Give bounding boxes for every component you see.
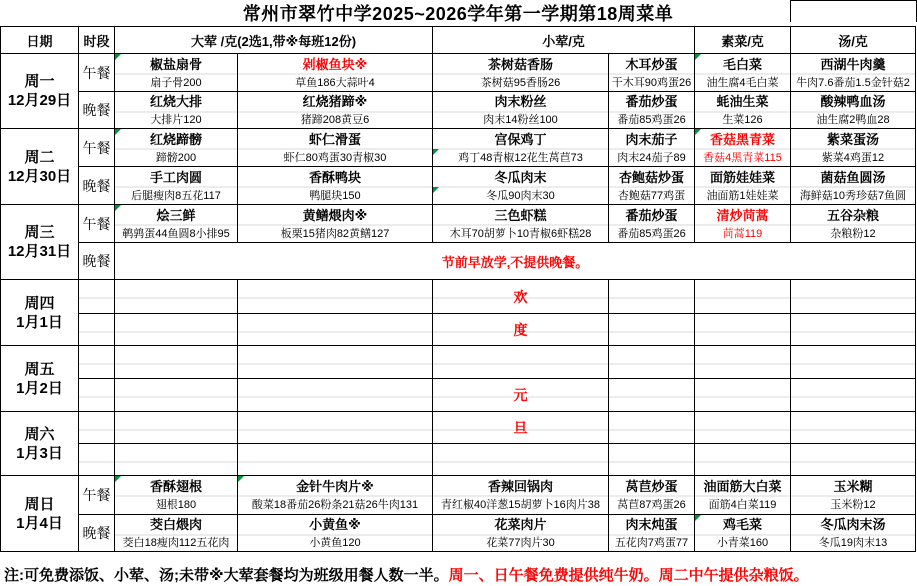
dish-ingredients: 番茄85鸡蛋26 [617, 114, 686, 126]
day-date: 1月1日 [16, 313, 63, 331]
dish-ingredients: 虾仁80鸡蛋30青椒30 [283, 151, 387, 164]
cell-mon-dinner-big1 [115, 92, 238, 129]
cell-mon-dinner-veg [695, 92, 791, 129]
cell-sun-lunch-small1 [433, 476, 609, 515]
period-cell-empty [79, 346, 115, 379]
dish-ingredients: 鸭腿块150 [309, 189, 361, 202]
footer-note [0, 564, 917, 585]
dish-name: 黄鳝煨肉※ [302, 207, 368, 223]
dish-name: 红烧蹄髈 [149, 131, 202, 147]
dish-ingredients: 干木耳90鸡蛋26 [611, 76, 692, 89]
dish-ingredients: 冬瓜90肉末30 [486, 189, 555, 202]
dish-ingredients: 杂粮粉12 [830, 227, 876, 240]
empty-cell [238, 280, 433, 314]
cell-mon-lunch-big2 [238, 54, 433, 92]
period-cell: 午餐 [79, 476, 115, 515]
page-title: 常州市翠竹中学2025~2026学年第一学期第18周菜单 [242, 4, 674, 24]
cell-tue-dinner-small2 [609, 167, 695, 205]
cell-tue-dinner-soup [791, 167, 916, 205]
empty-cell [695, 444, 791, 476]
dish-ingredients: 杏鲍菇77鸡蛋 [617, 189, 686, 202]
holiday-char-2: 度 [433, 314, 609, 346]
period-cell-empty [79, 444, 115, 476]
empty-cell [791, 444, 916, 476]
empty-cell [115, 444, 238, 476]
dish-ingredients: 番茄85鸡蛋26 [617, 227, 686, 240]
day-label: 周一 [24, 73, 55, 90]
dish-ingredients: 大排片120 [150, 114, 202, 126]
day-label: 周五 [24, 360, 55, 378]
period-cell: 晚餐 [79, 92, 115, 129]
dish-ingredients: 扇子骨200 [150, 76, 202, 89]
dish-name: 三色虾糕 [494, 207, 547, 223]
dish-name: 肉末粉丝 [494, 94, 547, 109]
cell-tue-lunch-soup [791, 129, 916, 167]
cell-sun-dinner-small1 [433, 515, 609, 552]
empty-cell [433, 444, 609, 476]
header-vegetable: 素菜/克 [695, 27, 791, 54]
dish-name: 茶树菇香肠 [487, 56, 553, 72]
day-date: 1月3日 [16, 444, 63, 462]
dish-name: 虾仁滑蛋 [308, 131, 361, 147]
dish-ingredients: 冬瓜19肉末13 [818, 537, 888, 549]
dish-name: 莴苣炒蛋 [625, 479, 678, 494]
cell-mon-lunch-small2 [609, 54, 695, 92]
dish-name: 椒盐扇骨 [149, 56, 202, 72]
cell-wed-lunch-small2 [609, 205, 695, 243]
cell-sun-dinner-big1 [115, 515, 238, 552]
day-label: 周二 [24, 148, 55, 166]
cell-sun-lunch-soup [791, 476, 916, 515]
empty-cell [238, 346, 433, 379]
day-label: 周六 [24, 425, 55, 443]
dish-name: 香菇黑青菜 [709, 131, 775, 147]
cell-sun-lunch-big1 [115, 476, 238, 515]
dish-ingredients: 紫菜4鸡蛋12 [821, 151, 885, 164]
cell-wed-lunch-small1 [433, 205, 609, 243]
dish-name: 宫保鸡丁 [494, 131, 547, 147]
dish-name: 茭白煨肉 [149, 517, 202, 532]
date-cell-fri [1, 346, 79, 412]
dish-ingredients: 蹄髈200 [155, 151, 197, 164]
day-date: 12月29日 [7, 92, 72, 109]
header-soup: 汤/克 [791, 27, 916, 54]
day-date: 1月4日 [16, 514, 63, 532]
dish-ingredients: 海鲜菇10秀珍菇7鱼圆 [799, 189, 907, 202]
dish-name: 肉末炖蛋 [625, 517, 678, 532]
dish-name: 蚝油生菜 [716, 94, 769, 109]
dish-ingredients: 面筋4白菜119 [708, 499, 777, 511]
period-cell: 晚餐 [79, 167, 115, 205]
cell-tue-lunch-big2 [238, 129, 433, 167]
empty-cell [238, 379, 433, 412]
dish-ingredients: 油面筋1娃娃菜 [706, 189, 779, 202]
dish-name: 剁椒鱼块※ [302, 56, 368, 72]
period-cell-empty [79, 314, 115, 346]
cell-mon-dinner-small2 [609, 92, 695, 129]
dish-name: 冬瓜肉末 [494, 169, 547, 185]
dish-ingredients: 玉米粉12 [830, 499, 876, 511]
dish-name: 红烧大排 [149, 94, 202, 109]
day-date: 1月2日 [16, 379, 63, 397]
period-cell-empty [79, 379, 115, 412]
empty-cell [609, 314, 695, 346]
day-label: 周三 [24, 224, 55, 241]
empty-cell [238, 444, 433, 476]
wed-dinner-notice: 节前早放学,不提供晚餐。 [115, 243, 916, 280]
dish-name: 五谷杂粮 [826, 207, 879, 223]
cell-sun-lunch-veg [695, 476, 791, 515]
dish-name: 肉末茄子 [625, 131, 678, 147]
dish-ingredients: 茶树菇95香肠26 [480, 76, 561, 89]
dish-name: 紫菜蛋汤 [826, 131, 879, 147]
header-period: 时段 [79, 27, 115, 54]
dish-name: 手工肉圆 [149, 169, 202, 185]
period-cell: 午餐 [79, 129, 115, 167]
header-small-meat: 小荤/克 [433, 27, 695, 54]
empty-cell [609, 444, 695, 476]
date-cell-mon [1, 54, 79, 129]
dish-ingredients: 油生腐2鸭血28 [816, 114, 890, 126]
dish-name: 酸辣鸭血汤 [820, 94, 886, 109]
cell-mon-lunch-small1 [433, 54, 609, 92]
empty-cell [115, 314, 238, 346]
day-date: 12月31日 [7, 243, 72, 260]
empty-cell [791, 280, 916, 314]
empty-cell [695, 412, 791, 444]
holiday-char-3: 元 [433, 379, 609, 412]
empty-cell [609, 346, 695, 379]
cell-sun-dinner-small2 [609, 515, 695, 552]
cell-mon-lunch-big1 [115, 54, 238, 92]
dish-ingredients: 油生腐4毛白菜 [706, 76, 779, 89]
cell-tue-lunch-big1 [115, 129, 238, 167]
period-cell: 晚餐 [79, 515, 115, 552]
holiday-char-1: 欢 [433, 280, 609, 314]
cell-wed-lunch-big2 [238, 205, 433, 243]
dish-name: 番茄炒蛋 [625, 207, 678, 223]
cell-mon-dinner-big2 [238, 92, 433, 129]
empty-cell [791, 379, 916, 412]
cell-tue-lunch-small1 [433, 129, 609, 167]
date-cell-sat [1, 412, 79, 476]
cell-tue-dinner-small1 [433, 167, 609, 205]
cell-mon-dinner-small1 [433, 92, 609, 129]
period-cell-empty [79, 280, 115, 314]
dish-name: 西湖牛肉羹 [820, 56, 886, 72]
dish-name: 毛白菜 [722, 56, 762, 72]
dish-ingredients: 木耳70胡萝卜10青椒6虾糕28 [449, 227, 592, 240]
empty-cell [115, 280, 238, 314]
dish-ingredients: 青红椒40洋葱15胡萝卜16肉片38 [441, 499, 600, 511]
cell-tue-dinner-big2 [238, 167, 433, 205]
footer-note-red: 周一、日午餐免费提供纯牛奶。周二中午提供杂粮饭。 [448, 567, 809, 584]
dish-name: 花菜肉片 [494, 517, 547, 532]
cell-sun-lunch-big2 [238, 476, 433, 515]
cell-mon-lunch-veg [695, 54, 791, 92]
dish-ingredients: 茭白18瘦肉112五花肉 [122, 537, 230, 549]
period-cell-empty [79, 412, 115, 444]
dish-ingredients: 牛肉7.6番茄1.5金针菇2 [796, 76, 910, 89]
dish-ingredients: 香菇4黑青菜115 [703, 151, 782, 164]
dish-name: 香酥翅根 [149, 479, 202, 494]
cell-mon-lunch-soup [791, 54, 916, 92]
date-cell-sun [1, 476, 79, 552]
empty-cell [609, 379, 695, 412]
empty-cell [695, 314, 791, 346]
dish-name: 香辣回锅肉 [487, 479, 553, 494]
dish-ingredients: 肉末24茄子89 [617, 151, 686, 164]
cell-wed-lunch-soup [791, 205, 916, 243]
dish-ingredients: 生菜126 [722, 114, 763, 126]
dish-ingredients: 翅根180 [155, 499, 197, 511]
dish-name: 油面筋大白菜 [703, 479, 782, 494]
cell-tue-lunch-small2 [609, 129, 695, 167]
empty-cell [609, 412, 695, 444]
period-cell: 晚餐 [79, 243, 115, 280]
dish-name: 玉米糊 [833, 479, 873, 494]
empty-cell [433, 346, 609, 379]
dish-name: 小黄鱼※ [309, 517, 361, 532]
empty-cell [115, 379, 238, 412]
dish-name: 菌菇鱼圆汤 [820, 169, 886, 185]
dish-ingredients: 鹌鹑蛋44鱼圆8小排95 [122, 227, 230, 240]
dish-name: 冬瓜肉末汤 [820, 517, 886, 532]
dish-name: 木耳炒蛋 [625, 56, 678, 72]
cell-sun-dinner-soup [791, 515, 916, 552]
dish-ingredients: 草鱼186大蒜叶4 [295, 76, 375, 89]
empty-cell [609, 280, 695, 314]
cell-wed-lunch-veg [695, 205, 791, 243]
day-label: 周四 [24, 294, 55, 312]
dish-ingredients: 后腿瘦肉8五花117 [131, 189, 221, 202]
dish-ingredients: 花菜77肉片30 [486, 537, 555, 549]
cell-tue-dinner-big1 [115, 167, 238, 205]
cell-wed-lunch-big1 [115, 205, 238, 243]
date-cell-wed [1, 205, 79, 280]
cell-sun-lunch-small2 [609, 476, 695, 515]
empty-cell [238, 314, 433, 346]
header-big-meat: 大荤 /克(2选1,带※每班12份) [115, 27, 433, 54]
dish-name: 红烧猪蹄※ [302, 94, 368, 109]
empty-cell [695, 379, 791, 412]
empty-cell [115, 412, 238, 444]
date-cell-thu [1, 280, 79, 346]
cell-mon-dinner-soup [791, 92, 916, 129]
dish-ingredients: 酸菜18番茄26粉条21菇26牛肉131 [251, 499, 419, 511]
dish-ingredients: 莴苣87鸡蛋26 [617, 499, 686, 511]
dish-ingredients: 鸡丁48青椒12花生莴苣73 [458, 151, 583, 164]
footer-note-black: 注:可免费添饭、小荤、汤;未带※大荤套餐均为班级用餐人数一半。 [4, 567, 449, 584]
dish-name: 番茄炒蛋 [625, 94, 678, 109]
empty-cell [115, 346, 238, 379]
dish-ingredients: 五花肉7鸡蛋77 [614, 537, 689, 549]
empty-cell [791, 412, 916, 444]
cell-sun-dinner-veg [695, 515, 791, 552]
cell-tue-dinner-veg [695, 167, 791, 205]
day-label: 周日 [24, 495, 55, 513]
dish-ingredients: 小黄鱼120 [309, 537, 361, 549]
empty-cell [238, 412, 433, 444]
dish-ingredients: 小青菜160 [716, 537, 769, 549]
cell-tue-lunch-veg [695, 129, 791, 167]
empty-cell [695, 346, 791, 379]
dish-name: 清炒苘蒿 [716, 207, 769, 223]
header-date: 日期 [1, 27, 79, 54]
dish-ingredients: 苘蒿119 [722, 227, 763, 240]
dish-name: 烩三鲜 [156, 207, 196, 223]
dish-name: 金针牛肉片※ [296, 479, 374, 494]
dish-name: 杏鲍菇炒蛋 [618, 169, 684, 185]
dish-name: 面筋娃娃菜 [709, 169, 775, 185]
date-cell-tue [1, 129, 79, 205]
dish-ingredients: 肉末14粉丝100 [483, 114, 558, 126]
holiday-char-4: 旦 [433, 412, 609, 444]
empty-cell [695, 280, 791, 314]
empty-cell [791, 314, 916, 346]
period-cell: 午餐 [79, 205, 115, 243]
dish-ingredients: 猪蹄208黄豆6 [300, 114, 370, 126]
dish-name: 香酥鸭块 [308, 169, 361, 185]
period-cell: 午餐 [79, 54, 115, 92]
dish-ingredients: 板栗15猪肉82黄鳝127 [280, 227, 390, 240]
day-date: 12月30日 [7, 167, 72, 185]
empty-cell [791, 346, 916, 379]
cell-sun-dinner-big2 [238, 515, 433, 552]
dish-name: 鸡毛菜 [722, 517, 762, 532]
